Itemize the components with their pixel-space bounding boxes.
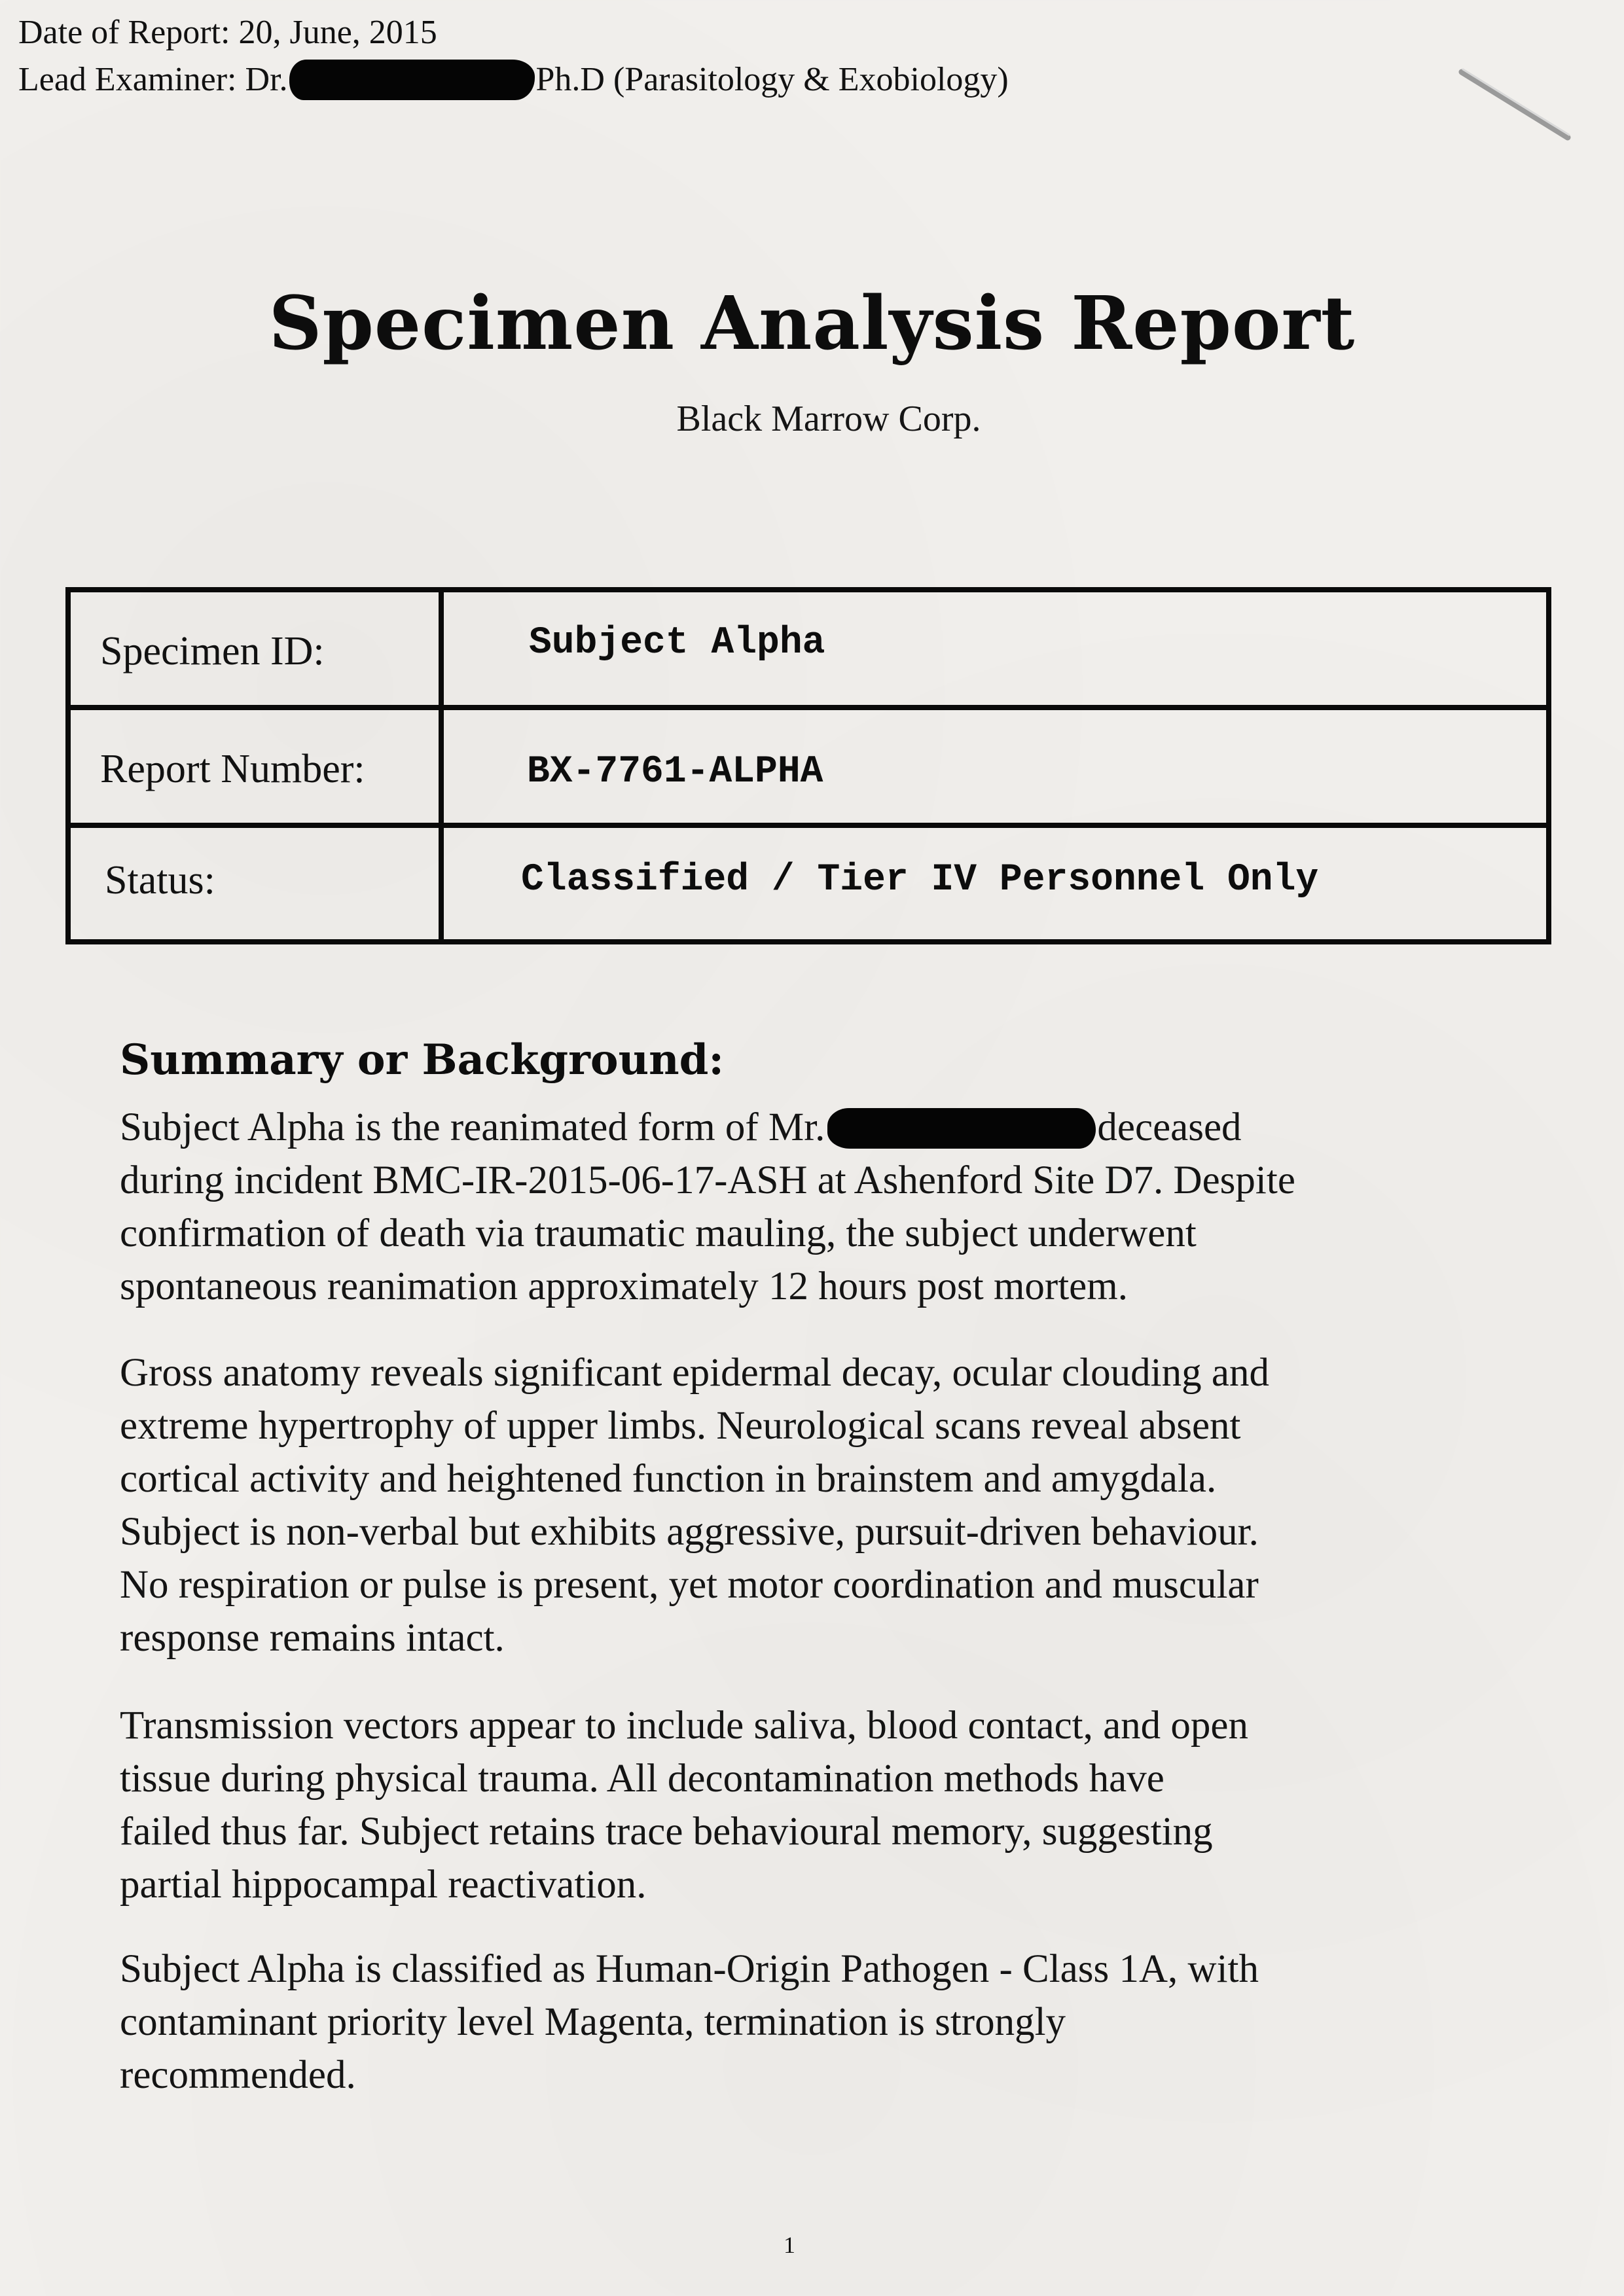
paragraph-line: tissue during physical trauma. All decontamination methods have <box>120 1757 1164 1801</box>
table-row <box>71 592 1546 710</box>
organization-name: Black Marrow Corp. <box>676 399 981 439</box>
redaction-bar-subject-name <box>827 1108 1096 1149</box>
column-divider <box>439 592 444 705</box>
paragraph-line: during incident BMC-IR-2015-06-17-ASH at Ashenford Site D7. Despite <box>120 1158 1295 1202</box>
specimen-info-table <box>65 587 1551 944</box>
summary-paragraph-2 <box>120 1346 1494 1664</box>
paragraph-line: extreme hypertrophy of upper limbs. Neurological scans reveal absent <box>120 1404 1241 1448</box>
summary-paragraph-3 <box>120 1699 1494 1911</box>
table-row <box>71 710 1546 828</box>
paragraph-line: No respiration or pulse is present, yet motor coordination and muscular <box>120 1563 1259 1607</box>
page-number: 1 <box>784 2232 795 2258</box>
paragraph-line <box>120 1101 1494 1154</box>
paragraph-line: Transmission vectors appear to include saliva, blood contact, and open <box>120 1704 1248 1748</box>
report-date-line <box>18 12 437 54</box>
lead-examiner-line <box>18 59 1009 103</box>
paragraph-line: spontaneous reanimation approximately 12 hours post mortem. <box>120 1265 1128 1308</box>
table-row <box>71 828 1546 939</box>
paragraph-line: cortical activity and heightened function in brainstem and amygdala. <box>120 1457 1217 1501</box>
paragraph-line: Gross anatomy reveals significant epidermal decay, ocular clouding and <box>120 1351 1269 1395</box>
paragraph-line: failed thus far. Subject retains trace behavioural memory, suggesting <box>120 1810 1213 1854</box>
paragraph-line: Subject Alpha is classified as Human-Origin Pathogen - Class 1A, with <box>120 1947 1259 1991</box>
summary-heading: Summary or Background: <box>120 1035 724 1085</box>
pin-scratch-mark <box>1456 65 1574 144</box>
summary-paragraph-4 <box>120 1943 1494 2102</box>
redaction-bar-examiner <box>289 60 535 100</box>
paragraph-line: response remains intact. <box>120 1616 505 1660</box>
line-text: deceased <box>1097 1105 1242 1149</box>
report-number-value: BX-7761-ALPHA <box>527 751 823 793</box>
paragraph-line: confirmation of death via traumatic mauling, the subject underwent <box>120 1211 1197 1255</box>
specimen-id-value: Subject Alpha <box>529 622 825 664</box>
column-divider <box>439 828 444 939</box>
status-value: Classified / Tier IV Personnel Only <box>521 859 1319 901</box>
lead-examiner-prefix: Dr. <box>245 61 288 98</box>
paragraph-line: Subject is non-verbal but exhibits aggressive, pursuit-driven behaviour. <box>120 1510 1259 1554</box>
report-number-label: Report Number: <box>100 747 365 791</box>
lead-examiner-credentials: Ph.D (Parasitology & Exobiology) <box>535 61 1009 98</box>
specimen-id-label: Specimen ID: <box>100 629 325 673</box>
line-text: Subject Alpha is the reanimated form of Mr. <box>120 1105 825 1149</box>
lead-examiner-label: Lead Examiner: <box>18 61 237 98</box>
paragraph-line: recommended. <box>120 2053 356 2097</box>
paragraph-line: contaminant priority level Magenta, termination is strongly <box>120 2000 1066 2044</box>
report-date-value: 20, June, 2015 <box>238 14 437 51</box>
report-date-label: Date of Report: <box>18 14 230 51</box>
report-title: Specimen Analysis Report <box>268 281 1356 367</box>
status-label: Status: <box>105 858 215 903</box>
column-divider <box>439 710 444 823</box>
summary-paragraph-1 <box>120 1101 1494 1313</box>
paragraph-line: partial hippocampal reactivation. <box>120 1863 647 1907</box>
